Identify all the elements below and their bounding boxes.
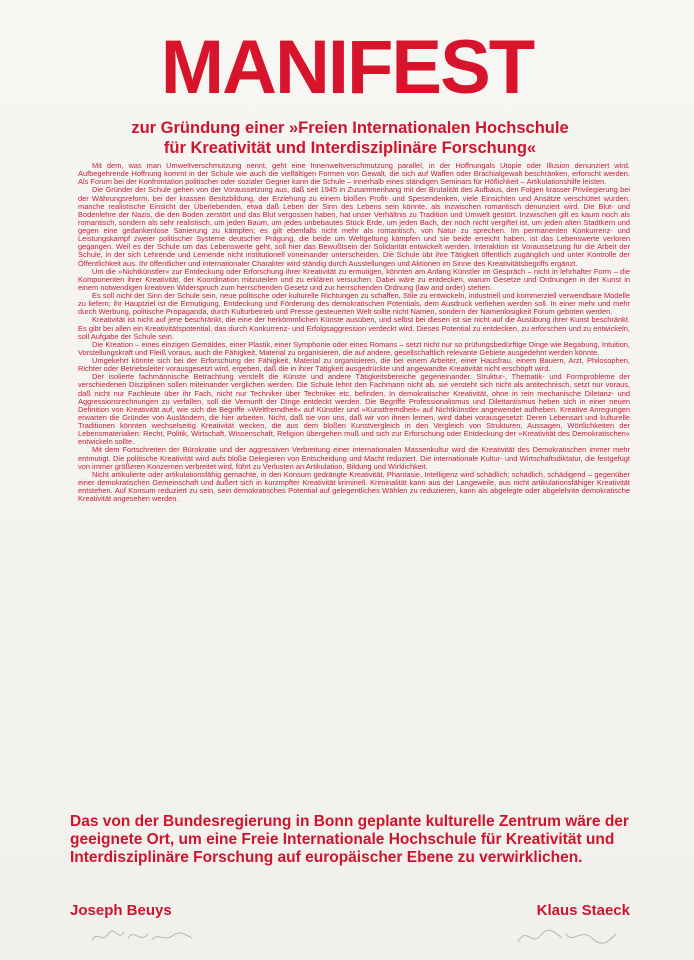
subtitle-line-1: zur Gründung einer »Freien Internationalen Hochschule <box>131 119 569 137</box>
signatory-right: Klaus Staeck <box>536 902 630 919</box>
body-paragraph: Der isolierte fachmännische Betrachtung verstellt die Künste und andere Tätigkeitsbereiche gegeneinander. Struktur-, Thematik- und Formprobleme der verschiedenen Disziplinen sollen miteinander verglichen werden. Die Schule lehnt den Fachmann nicht ab, sie versteht sich nicht als antitechnisch, setzt nur voraus, daß nicht nur Fachleute über ihr Fach, nicht nur Techniker über Techniker etc. befinden. In demokratischer Kreativität, ohne in rein mechanische Diletanz- und Aggressionsrechnungen zu verfallen, soll die Vernunft der Dinge entdeckt werden. Die Begriffe Professionalismus und Dilettantismus heben sich in einer neuen Definition von Kreativität auf, wie sich die Begriffe »Weltfremdheit« auf Künstler und »Kunstfremdheit« auf Nichtkünstler angewendet aufheben. Kreative Anregungen erwarten die Gründer von Ausländern, die hier arbeiten. Nicht, daß sie von uns, daß wir von ihnen lernen, wird dabei vorausgesetzt: Deren Lebensart und kulturelle Traditionen könnten wechselseitig Kreativität wecken, die aus dem bloßen Kunstvergleich in den Vergleich von Strukturen, Aussagen, Wörtlichkeiten der Lebensmaterialien: Recht, Politik, Wirtschaft, Wissenschaft, Religion übergehen muß und sich zur Erforschung oder Entdeckung der »Kreativität des Demokratischen« entwickeln sollte. <box>78 372 630 447</box>
subtitle-line-2: für Kreativität und Interdisziplinäre Forschung« <box>163 139 537 157</box>
body-paragraph: Es soll nicht der Sinn der Schule sein, neue politische oder kulturelle Richtungen zu schaffen, Stile zu entwickeln, industriell und kommerziell verwendbare Modelle zu liefern; ihr Hauptziel ist die Ermutigung, Entdeckung und Förderung des demokratischen Potentials, dem Ausdruck verliehen werden soll. In einer mehr und mehr durch Werbung, politische Propaganda, durch Kulturbetrieb und Presse gesteuerten Welt sollte nicht Namen, sondern der Namenlosigkeit Forum geboten werden. <box>78 291 630 317</box>
pencil-signature-right <box>512 920 622 950</box>
body-paragraph: Um die »Nichtkünstler« zur Entdeckung oder Erforschung ihrer Kreativität zu ermutigen, könnten am Anfang Künstler im Gespräch – nicht in lehrhafter Form – die Komponenten ihrer Kreativität, der Koordination mitzuteilen und zu erklären versuchen. Dabei wäre zu entdecken, warum Gesetze und Ordnungen in der Kunst in einem notwendigen kreativen Widerspruch zum herrschenden Gesetz und zur herrschenden Ordnung (law and order) stehen. <box>78 266 630 292</box>
body-paragraph: Mit dem, was man Umweltverschmutzung nennt, geht eine Innenweltverschmutzung parallel, in der Hoffnungals Utopie oder Illusion denunziert wird. Aufbegehrende Hoffnung kommt in der Schule wie auch die vielfältigen Formen von Gewalt, die sich auf Waffen oder Brachialgewalt beschränken, erforscht werden. Als Forum bei der Konfrontation politischer oder sozialer Gegner kann die Schule – innerhalb eines ständigen Seminars für Höflichkeit – Artikulationshilfe leisten. <box>78 161 630 187</box>
conclusion-statement: Das von der Bundesregierung in Bonn geplante kulturelle Zentrum wäre der geeignete Ort, um eine Freie Internationale Hochschule für Kreativität und Interdisziplinäre Forschung auf europäischer Ebene zu verwirklichen. <box>70 813 629 866</box>
body-paragraph: Kreativität ist nicht auf jene beschränkt, die eine der herkömmlichen Künste ausüben, und selbst bei diesen ist sie nicht auf die Ausübung ihrer Kunst beschränkt. Es gibt bei allen ein Kreativitätspotential, das durch Konkurrenz- und Erfolgsaggression verdeckt wird. Dieses Potential zu entdecken, zu erforschen und zu entwickeln, soll Aufgabe der Schule sein. <box>78 315 630 341</box>
signatory-left: Joseph Beuys <box>70 902 172 919</box>
subtitle <box>90 118 610 158</box>
pencil-signature-left <box>88 920 198 950</box>
manifest-body <box>78 162 630 503</box>
body-paragraph: Mit dem Fortschreiten der Bürokratie und der aggressiven Verbreitung einer internationalen Massenkultur wird die Kreativität des Demokratischen immer mehr entmutigt. Die politische Kreativität wird aufs bloße Delegieren von Entscheidung und Macht reduziert. Die internationale Kultur- und Wirtschaftsdiktatur, die festgefügt von immer größeren Konzernen verbreitet wird, führt zu Verlusten an Artikulation, Bildung und Wirklichkeit. <box>78 445 630 471</box>
manifest-title: MANIFEST <box>160 25 534 110</box>
body-paragraph: Umgekehrt könnte sich bei der Erforschung der Fähigkeit, Material zu organisieren, die bei einem Arbeiter, einer Hausfrau, einem Bauern, Arzt, Philosophen, Richter oder Betriebsleiter vorausgesetzt wird, ergeben, daß die in ihrer Tätigkeit ausgedrückte und angewandte Kreativität nicht erschöpft wird. <box>78 356 630 374</box>
body-paragraph: Nicht artikulierte oder artikulationsfähig gemachte, in den Konsum gedrängte Kreativität, Phantasie, Intelligenz wird schädlich; schädlich, schädigend – gegenüber einer demokratischen Gemeinschaft und äußert sich in kurzmpfter Kreativität kriminell. Kriminalität kann aus der Langeweile, aus nicht artikulationsfähiger Kreativität entstehen. Auf Konsum reduziert zu sein, sein demokratisches Potential auf gelegentliches Wählen zu reduzieren, kann als abgelegte oder abgelehnte demokratische Kreativität angesehen werden. <box>78 469 630 504</box>
body-paragraph: Die Kreation – eines einzigen Gemäldes, einer Plastik, einer Symphonie oder eines Romans – setzt nicht nur so prüfungsbedürftige Dinge wie Begabung, Intuition, Vorstellungskraft und Fleiß voraus, auch die Fähigkeit, Material zu organisieren, die auf andere, gesellschaftlich relevante Gebiete ausgedehnt werden könnte. <box>78 339 630 357</box>
body-paragraph: Die Gründer der Schule gehen von der Voraussetzung aus, daß seit 1945 in Zusammenhang mit der Brutalität des Aufbaus, den Folgen krasser Privilegierung bei der Währungsreform, bei der krassen Besitzbildung, der Erziehung zu einem bloßen Profit- und Spesendenken, viele Einsichten und Ansätze verschüttet wurden, manche realistische Einsicht der Überlebenden, etwa daß Leben der Sinn des Lebens sein könnte, als inzwischen romantisch denunziert wird. Die Blut- und Bodenlehre der Nazis, die den Boden zerstört und das Blut vergossen haben, hat unser Verhältnis zu Tradition und Umwelt gestört. Inzwischen gilt es kaum noch als romantisch, sondern als sehr realistisch, um jeden Baum, um jedes unbebautes Stück Erde, um jeden Bach, der noch nicht vergiftet ist, um jeden alten Stadtkern und gegen eine gedankenlose Sanierung zu kämpfen; es gilt ebenfalls nicht mehr als romantisch, von Natur zu sprechen. Im permanenten Konkurrenz- und Leistungskampf zweier politischer Systeme deutscher Prägung, die beide um Weltgeltung kämpfen und sie beide erreicht haben, ist das Lebenswerte verloren gegangen. Weil es der Schule um das Lebenswerte geht, soll hier das Bewußtsein der Solidarität entwickelt werden. Interaktion ist Voraussetzung für die Arbeit der Schule, in der sich Lehrende und Lernende nicht institutionell voneinander unterscheiden. Die Schule übt ihre Tätigkeit öffentlich zugänglich und unter Kontrolle der Öffentlichkeit aus. Ihr öffentlicher und internationaler Charakter wird ständig durch Ausstellungen und Aktionen im Sinne des Kreativitätsbegriffs ergänzt. <box>78 185 630 268</box>
